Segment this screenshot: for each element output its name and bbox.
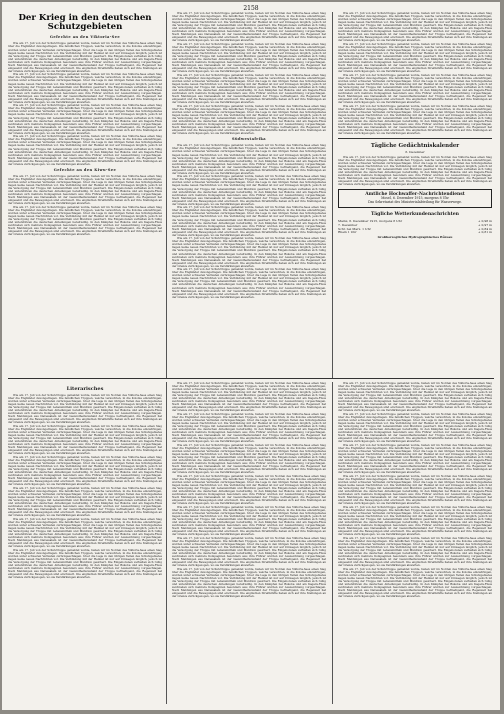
article-text: Wie am 17. Juli von der Schutztruppe gemeldet wurde, haben wir im Norden des Viktoria-Sees einen Sieg über die Engländer davongetragen. Die feindlichen Truppen, welche versuchten, in die Kolonie einzudringen, wurden unter schweren Verlusten zurückgeschlagen. Über die Lage in den übrigen Teilen des Schutzgebietes liegen keine neuen Nachrichten vor. Die Verbindung mit der Heimat ist nur auf Umwegen möglich, jedoch ist die Versorgung der Truppe mit Lebensmitteln und Munition gesichert. Die Eingeborenen verhalten sich ruhig und unterstützen die deutschen Abteilungen bereitwillig. In den Kämpfen bei Bukoba und am Kagera-Fluss zeichneten sich mehrere Kompagnien besonders aus; ihre Führer wurden zur Auszeichnung vorgeschlagen. Nach Meldungen aus Daressalam ist der Gesundheitszustand der Truppe befriedigend, die Regenzeit hat eingesetzt und die Bewegungen sind erschwert. Die englischen Streitkräfte haben sich auf ihre Stellungen an der Grenze zurückgezogen, wo sie Verstärkungen abwarten. [172, 103, 326, 136]
article-text: Wie am 17. Juli von der Schutztruppe gemeldet wurde, haben wir im Norden des Viktoria-Sees einen Sieg über die Engländer davongetragen. Die feindlichen Truppen, welche versuchten, in die Kolonie einzudringen, wurden unter schweren Verlusten zurückgeschlagen. Über die Lage in den übrigen Teilen des Schutzgebietes liegen keine neuen Nachrichten vor. Die Verbindung mit der Heimat ist nur auf Umwegen möglich, jedoch ist die Versorgung der Truppe mit Lebensmitteln und Munition gesichert. Die Eingeborenen verhalten sich ruhig und unterstützen die deutschen Abteilungen bereitwillig. In den Kämpfen bei Bukoba und am Kagera-Fluss zeichneten sich mehrere Kompagnien besonders aus; ihre Führer wurden zur Auszeichnung vorgeschlagen. Nach Meldungen aus Daressalam ist der Gesundheitszustand der Truppe befriedigend, die Regenzeit hat eingesetzt und die Bewegungen sind erschwert. Die englischen Streitkräfte haben sich auf ihre Stellungen an der Grenze zurückgezogen, wo sie Verstärkungen abwarten. [8, 173, 162, 206]
article-text: Wie am 17. Juli von der Schutztruppe gemeldet wurde, haben wir im Norden des Viktoria-Sees einen Sieg über die Engländer davongetragen. Die feindlichen Truppen, welche versuchten, in die Kolonie einzudringen, wurden unter schweren Verlusten zurückgeschlagen. Über die Lage in den übrigen Teilen des Schutzgebietes liegen keine neuen Nachrichten vor. Die Verbindung mit der Heimat ist nur auf Umwegen möglich, jedoch ist die Versorgung der Truppe mit Lebensmitteln und Munition gesichert. Die Eingeborenen verhalten sich ruhig und unterstützen die deutschen Abteilungen bereitwillig. In den Kämpfen bei Bukoba und am Kagera-Fluss zeichneten sich mehrere Kompagnien besonders aus; ihre Führer wurden zur Auszeichnung vorgeschlagen. Nach Meldungen aus Daressalam ist der Gesundheitszustand der Truppe befriedigend, die Regenzeit hat eingesetzt und die Bewegungen sind erschwert. Die englischen Streitkräfte haben sich auf ihre Stellungen an der Grenze zurückgezogen, wo sie Verstärkungen abwarten. [338, 535, 492, 568]
column-1 [8, 12, 162, 237]
article-text: Wie am 17. Juli von der Schutztruppe gemeldet wurde, haben wir im Norden des Viktoria-Sees einen Sieg über die Engländer davongetragen. Die feindlichen Truppen, welche versuchten, in die Kolonie einzudringen, wurden unter schweren Verlusten zurückgeschlagen. Über die Lage in den übrigen Teilen des Schutzgebietes liegen keine neuen Nachrichten vor. Die Verbindung mit der Heimat ist nur auf Umwegen möglich, jedoch ist die Versorgung der Truppe mit Lebensmitteln und Munition gesichert. Die Eingeborenen verhalten sich ruhig und unterstützen die deutschen Abteilungen bereitwillig. In den Kämpfen bei Bukoba und am Kagera-Fluss zeichneten sich mehrere Kompagnien besonders aus; ihre Führer wurden zur Auszeichnung vorgeschlagen. Nach Meldungen aus Daressalam ist der Gesundheitszustand der Truppe befriedigend, die Regenzeit hat eingesetzt und die Bewegungen sind erschwert. Die englischen Streitkräfte haben sich auf ihre Stellungen an der Grenze zurückgezogen, wo sie Verstärkungen abwarten. [338, 72, 492, 105]
weather-title: Tägliche Wetterkundenachrichten [371, 212, 459, 218]
notice-box-line: Mosel, 6. Dezember 1915, morgens 8 Uhr [381, 196, 449, 201]
literature-column [8, 382, 162, 580]
article-text: Wie am 17. Juli von der Schutztruppe gemeldet wurde, haben wir im Norden des Viktoria-Sees einen Sieg über die Engländer davongetragen. Die feindlichen Truppen, welche versuchten, in die Kolonie einzudringen, wurden unter schweren Verlusten zurückgeschlagen. Über die Lage in den übrigen Teilen des Schutzgebietes liegen keine neuen Nachrichten vor. Die Verbindung mit der Heimat ist nur auf Umwegen möglich, jedoch ist die Versorgung der Truppe mit Lebensmitteln und Munition gesichert. Die Eingeborenen verhalten sich ruhig und unterstützen die deutschen Abteilungen bereitwillig. In den Kämpfen bei Bukoba und am Kagera-Fluss zeichneten sich mehrere Kompagnien besonders aus; ihre Führer wurden zur Auszeichnung vorgeschlagen. Nach Meldungen aus Daressalam ist der Gesundheitszustand der Truppe befriedigend, die Regenzeit hat eingesetzt und die Bewegungen sind erschwert. Die englischen Streitkräfte haben sich auf ihre Stellungen an der Grenze zurückgezogen, wo sie Verstärkungen abwarten. [8, 204, 162, 237]
calendar-title: Tägliche Gedächtniskalender [370, 143, 460, 150]
lower-column-2 [172, 382, 326, 599]
article-text: Wie am 17. Juli von der Schutztruppe gemeldet wurde, haben wir im Norden des Viktoria-Sees einen Sieg über die Engländer davongetragen. Die feindlichen Truppen, welche versuchten, in die Kolonie einzudringen, wurden unter schweren Verlusten zurückgeschlagen. Über die Lage in den übrigen Teilen des Schutzgebietes liegen keine neuen Nachrichten vor. Die Verbindung mit der Heimat ist nur auf Umwegen möglich, jedoch ist die Versorgung der Truppe mit Lebensmitteln und Munition gesichert. Die Eingeborenen verhalten sich ruhig und unterstützen die deutschen Abteilungen bereitwillig. In den Kämpfen bei Bukoba und am Kagera-Fluss zeichneten sich mehrere Kompagnien besonders aus; ihre Führer wurden zur Auszeichnung vorgeschlagen. Nach Meldungen aus Daressalam ist der Gesundheitszustand der Truppe befriedigend, die Regenzeit hat eingesetzt und die Bewegungen sind erschwert. Die englischen Streitkräfte haben sich auf ihre Stellungen an der Grenze zurückgezogen, wo sie Verstärkungen abwarten. [172, 41, 326, 74]
article-text: Wie am 17. Juli von der Schutztruppe gemeldet wurde, haben wir im Norden des Viktoria-Sees einen Sieg über die Engländer davongetragen. Die feindlichen Truppen, welche versuchten, in die Kolonie einzudringen, wurden unter schweren Verlusten zurückgeschlagen. Über die Lage in den übrigen Teilen des Schutzgebietes liegen keine neuen Nachrichten vor. Die Verbindung mit der Heimat ist nur auf Umwegen möglich, jedoch ist die Versorgung der Truppe mit Lebensmitteln und Munition gesichert. Die Eingeborenen verhalten sich ruhig und unterstützen die deutschen Abteilungen bereitwillig. In den Kämpfen bei Bukoba und am Kagera-Fluss zeichneten sich mehrere Kompagnien besonders aus; ihre Führer wurden zur Auszeichnung vorgeschlagen. Nach Meldungen aus Daressalam ist der Gesundheitszustand der Truppe befriedigend, die Regenzeit hat eingesetzt und die Bewegungen sind erschwert. Die englischen Streitkräfte haben sich auf ihre Stellungen an der Grenze zurückgezogen, wo sie Verstärkungen abwarten. [172, 535, 326, 568]
article-text: Wie am 17. Juli von der Schutztruppe gemeldet wurde, haben wir im Norden des Viktoria-Sees einen Sieg über die Engländer davongetragen. Die feindlichen Truppen, welche versuchten, in die Kolonie einzudringen, wurden unter schweren Verlusten zurückgeschlagen. Über die Lage in den übrigen Teilen des Schutzgebietes liegen keine neuen Nachrichten vor. Die Verbindung mit der Heimat ist nur auf Umwegen möglich, jedoch ist die Versorgung der Truppe mit Lebensmitteln und Munition gesichert. Die Eingeborenen verhalten sich ruhig und unterstützen die deutschen Abteilungen bereitwillig. In den Kämpfen bei Bukoba und am Kagera-Fluss zeichneten sich mehrere Kompagnien besonders aus; ihre Führer wurden zur Auszeichnung vorgeschlagen. Nach Meldungen aus Daressalam ist der Gesundheitszustand der Truppe befriedigend, die Regenzeit hat eingesetzt und die Bewegungen sind erschwert. Die englischen Streitkräfte haben sich auf ihre Stellungen an der Grenze zurückgezogen, wo sie Verstärkungen abwarten. [338, 411, 492, 444]
column-divider [166, 12, 167, 378]
article-text: Wie am 17. Juli von der Schutztruppe gemeldet wurde, haben wir im Norden des Viktoria-Sees einen Sieg über die Engländer davongetragen. Die feindlichen Truppen, welche versuchten, in die Kolonie einzudringen, wurden unter schweren Verlusten zurückgeschlagen. Über die Lage in den übrigen Teilen des Schutzgebietes liegen keine neuen Nachrichten vor. Die Verbindung mit der Heimat ist nur auf Umwegen möglich, jedoch ist die Versorgung der Truppe mit Lebensmitteln und Munition gesichert. Die Eingeborenen verhalten sich ruhig und unterstützen die deutschen Abteilungen bereitwillig. In den Kämpfen bei Bukoba und am Kagera-Fluss zeichneten sich mehrere Kompagnien besonders aus; ihre Führer wurden zur Auszeichnung vorgeschlagen. Nach Meldungen aus Daressalam ist der Gesundheitszustand der Truppe befriedigend, die Regenzeit hat eingesetzt und die Bewegungen sind erschwert. Die englischen Streitkräfte haben sich auf ihre Stellungen an der Grenze zurückgezogen, wo sie Verstärkungen abwarten. [172, 12, 326, 43]
article-text: Wie am 17. Juli von der Schutztruppe gemeldet wurde, haben wir im Norden des Viktoria-Sees einen Sieg über die Engländer davongetragen. Die feindlichen Truppen, welche versuchten, in die Kolonie einzudringen, wurden unter schweren Verlusten zurückgeschlagen. Über die Lage in den übrigen Teilen des Schutzgebietes liegen keine neuen Nachrichten vor. Die Verbindung mit der Heimat ist nur auf Umwegen möglich, jedoch ist die Versorgung der Truppe mit Lebensmitteln und Munition gesichert. Die Eingeborenen verhalten sich ruhig und unterstützen die deutschen Abteilungen bereitwillig. In den Kämpfen bei Bukoba und am Kagera-Fluss zeichneten sich mehrere Kompagnien besonders aus; ihre Führer wurden zur Auszeichnung vorgeschlagen. Nach Meldungen aus Daressalam ist der Gesundheitszustand der Truppe befriedigend, die Regenzeit hat eingesetzt und die Bewegungen sind erschwert. Die englischen Streitkräfte haben sich auf ihre Stellungen an der Grenze zurückgezogen, wo sie Verstärkungen abwarten. [8, 516, 162, 549]
notice-box-title: Amtliche Hochwaffer-Nachrichtendienst [365, 192, 465, 198]
weather-table [338, 220, 492, 235]
section-divider [8, 378, 494, 379]
section-title-viktoria: Gefechte an den Viktoria-See [49, 35, 121, 40]
article-text: Wie am 17. Juli von der Schutztruppe gemeldet wurde, haben wir im Norden des Viktoria-Sees einen Sieg über die Engländer davongetragen. Die feindlichen Truppen, welche versuchten, in die Kolonie einzudringen, wurden unter schweren Verlusten zurückgeschlagen. Über die Lage in den übrigen Teilen des Schutzgebietes liegen keine neuen Nachrichten vor. Die Verbindung mit der Heimat ist nur auf Umwegen möglich, jedoch ist die Versorgung der Truppe mit Lebensmitteln und Munition gesichert. Die Eingeborenen verhalten sich ruhig und unterstützen die deutschen Abteilungen bereitwillig. In den Kämpfen bei Bukoba und am Kagera-Fluss zeichneten sich mehrere Kompagnien besonders aus; ihre Führer wurden zur Auszeichnung vorgeschlagen. Nach Meldungen aus Daressalam ist der Gesundheitszustand der Truppe befriedigend, die Regenzeit hat eingesetzt und die Bewegungen sind erschwert. Die englischen Streitkräfte haben sich auf ihre Stellungen an der Grenze zurückgezogen, wo sie Verstärkungen abwarten. [172, 411, 326, 444]
article-text: Wie am 17. Juli von der Schutztruppe gemeldet wurde, haben wir im Norden des Viktoria-Sees einen Sieg über die Engländer davongetragen. Die feindlichen Truppen, welche versuchten, in die Kolonie einzudringen, wurden unter schweren Verlusten zurückgeschlagen. Über die Lage in den übrigen Teilen des Schutzgebietes liegen keine neuen Nachrichten vor. Die Verbindung mit der Heimat ist nur auf Umwegen möglich, jedoch ist die Versorgung der Truppe mit Lebensmitteln und Munition gesichert. Die Eingeborenen verhalten sich ruhig und unterstützen die deutschen Abteilungen bereitwillig. In den Kämpfen bei Bukoba und am Kagera-Fluss zeichneten sich mehrere Kompagnien besonders aus; ihre Führer wurden zur Auszeichnung vorgeschlagen. Nach Meldungen aus Daressalam ist der Gesundheitszustand der Truppe befriedigend, die Regenzeit hat eingesetzt und die Bewegungen sind erschwert. Die englischen Streitkräfte haben sich auf ihre Stellungen an der Grenze zurückgezogen, wo sie Verstärkungen abwarten. [338, 473, 492, 506]
article-text: Wie am 17. Juli von der Schutztruppe gemeldet wurde, haben wir im Norden des Viktoria-Sees einen Sieg über die Engländer davongetragen. Die feindlichen Truppen, welche versuchten, in die Kolonie einzudringen, wurden unter schweren Verlusten zurückgeschlagen. Über die Lage in den übrigen Teilen des Schutzgebietes liegen keine neuen Nachrichten vor. Die Verbindung mit der Heimat ist nur auf Umwegen möglich, jedoch ist die Versorgung der Truppe mit Lebensmitteln und Munition gesichert. Die Eingeborenen verhalten sich ruhig und unterstützen die deutschen Abteilungen bereitwillig. In den Kämpfen bei Bukoba und am Kagera-Fluss zeichneten sich mehrere Kompagnien besonders aus; ihre Führer wurden zur Auszeichnung vorgeschlagen. Nach Meldungen aus Daressalam ist der Gesundheitszustand der Truppe befriedigend, die Regenzeit hat eingesetzt und die Bewegungen sind erschwert. Die englischen Streitkräfte haben sich auf ihre Stellungen an der Grenze zurückgezogen, wo sie Verstärkungen abwarten. [338, 382, 492, 413]
column-2 [172, 12, 326, 299]
newspaper-page [2, 2, 500, 710]
article-text: Wie am 17. Juli von der Schutztruppe gemeldet wurde, haben wir im Norden des Viktoria-Sees einen Sieg über die Engländer davongetragen. Die feindlichen Truppen, welche versuchten, in die Kolonie einzudringen, wurden unter schweren Verlusten zurückgeschlagen. Über die Lage in den übrigen Teilen des Schutzgebietes liegen keine neuen Nachrichten vor. Die Verbindung mit der Heimat ist nur auf Umwegen möglich, jedoch ist die Versorgung der Truppe mit Lebensmitteln und Munition gesichert. Die Eingeborenen verhalten sich ruhig und unterstützen die deutschen Abteilungen bereitwillig. In den Kämpfen bei Bukoba und am Kagera-Fluss zeichneten sich mehrere Kompagnien besonders aus; ihre Führer wurden zur Auszeichnung vorgeschlagen. Nach Meldungen aus Daressalam ist der Gesundheitszustand der Truppe befriedigend, die Regenzeit hat eingesetzt und die Bewegungen sind erschwert. Die englischen Streitkräfte haben sich auf ihre Stellungen an der Grenze zurückgezogen, wo sie Verstärkungen abwarten. [8, 41, 162, 73]
article-text: Wie am 17. Juli von der Schutztruppe gemeldet wurde, haben wir im Norden des Viktoria-Sees einen Sieg über die Engländer davongetragen. Die feindlichen Truppen, welche versuchten, in die Kolonie einzudringen, wurden unter schweren Verlusten zurückgeschlagen. Über die Lage in den übrigen Teilen des Schutzgebietes liegen keine neuen Nachrichten vor. Die Verbindung mit der Heimat ist nur auf Umwegen möglich, jedoch ist die Versorgung der Truppe mit Lebensmitteln und Munition gesichert. Die Eingeborenen verhalten sich ruhig und unterstützen die deutschen Abteilungen bereitwillig. In den Kämpfen bei Bukoba und am Kagera-Fluss zeichneten sich mehrere Kompagnien besonders aus; ihre Führer wurden zur Auszeichnung vorgeschlagen. Nach Meldungen aus Daressalam ist der Gesundheitszustand der Truppe befriedigend, die Regenzeit hat eingesetzt und die Bewegungen sind erschwert. Die englischen Streitkräfte haben sich auf ihre Stellungen an der Grenze zurückgezogen, wo sie Verstärkungen abwarten. [8, 103, 162, 135]
article-text: Wie am 17. Juli von der Schutztruppe gemeldet wurde, haben wir im Norden des Viktoria-Sees einen Sieg über die Engländer davongetragen. Die feindlichen Truppen, welche versuchten, in die Kolonie einzudringen, wurden unter schweren Verlusten zurückgeschlagen. Über die Lage in den übrigen Teilen des Schutzgebietes liegen keine neuen Nachrichten vor. Die Verbindung mit der Heimat ist nur auf Umwegen möglich, jedoch ist die Versorgung der Truppe mit Lebensmitteln und Munition gesichert. Die Eingeborenen verhalten sich ruhig und unterstützen die deutschen Abteilungen bereitwillig. In den Kämpfen bei Bukoba und am Kagera-Fluss zeichneten sich mehrere Kompagnien besonders aus; ihre Führer wurden zur Auszeichnung vorgeschlagen. Nach Meldungen aus Daressalam ist der Gesundheitszustand der Truppe befriedigend, die Regenzeit hat eingesetzt und die Bewegungen sind erschwert. Die englischen Streitkräfte haben sich auf ihre Stellungen an der Grenze zurückgezogen, wo sie Verstärkungen abwarten. [172, 566, 326, 599]
weather-label: Schr. bei Marx. 1 Uhr [338, 226, 371, 231]
article-text: Wie am 17. Juli von der Schutztruppe gemeldet wurde, haben wir im Norden des Viktoria-Sees einen Sieg über die Engländer davongetragen. Die feindlichen Truppen, welche versuchten, in die Kolonie einzudringen, wurden unter schweren Verlusten zurückgeschlagen. Über die Lage in den übrigen Teilen des Schutzgebietes liegen keine neuen Nachrichten vor. Die Verbindung mit der Heimat ist nur auf Umwegen möglich, jedoch ist die Versorgung der Truppe mit Lebensmitteln und Munition gesichert. Die Eingeborenen verhalten sich ruhig und unterstützen die deutschen Abteilungen bereitwillig. In den Kämpfen bei Bukoba und am Kagera-Fluss zeichneten sich mehrere Kompagnien besonders aus; ihre Führer wurden zur Auszeichnung vorgeschlagen. Nach Meldungen aus Daressalam ist der Gesundheitszustand der Truppe befriedigend, die Regenzeit hat eingesetzt und die Bewegungen sind erschwert. Die englischen Streitkräfte haben sich auf ihre Stellungen an der Grenze zurückgezogen, wo sie Verstärkungen abwarten. [338, 442, 492, 475]
article-text: Wie am 17. Juli von der Schutztruppe gemeldet wurde, haben wir im Norden des Viktoria-Sees einen Sieg über die Engländer davongetragen. Die feindlichen Truppen, welche versuchten, in die Kolonie einzudringen, wurden unter schweren Verlusten zurückgeschlagen. Über die Lage in den übrigen Teilen des Schutzgebietes liegen keine neuen Nachrichten vor. Die Verbindung mit der Heimat ist nur auf Umwegen möglich, jedoch ist die Versorgung der Truppe mit Lebensmitteln und Munition gesichert. Die Eingeborenen verhalten sich ruhig und unterstützen die deutschen Abteilungen bereitwillig. In den Kämpfen bei Bukoba und am Kagera-Fluss zeichneten sich mehrere Kompagnien besonders aus; ihre Führer wurden zur Auszeichnung vorgeschlagen. Nach Meldungen aus Daressalam ist der Gesundheitszustand der Truppe befriedigend, die Regenzeit hat eingesetzt und die Bewegungen sind erschwert. Die englischen Streitkräfte haben sich auf ihre Stellungen an der Grenze zurückgezogen, wo sie Verstärkungen abwarten. [172, 267, 326, 299]
article-text: Wie am 17. Juli von der Schutztruppe gemeldet wurde, haben wir im Norden des Viktoria-Sees einen Sieg über die Engländer davongetragen. Die feindlichen Truppen, welche versuchten, in die Kolonie einzudringen, wurden unter schweren Verlusten zurückgeschlagen. Über die Lage in den übrigen Teilen des Schutzgebietes liegen keine neuen Nachrichten vor. Die Verbindung mit der Heimat ist nur auf Umwegen möglich, jedoch ist die Versorgung der Truppe mit Lebensmitteln und Munition gesichert. Die Eingeborenen verhalten sich ruhig und unterstützen die deutschen Abteilungen bereitwillig. In den Kämpfen bei Bukoba und am Kagera-Fluss zeichneten sich mehrere Kompagnien besonders aus; ihre Führer wurden zur Auszeichnung vorgeschlagen. Nach Meldungen aus Daressalam ist der Gesundheitszustand der Truppe befriedigend, die Regenzeit hat eingesetzt und die Bewegungen sind erschwert. Die englischen Streitkräfte haben sich auf ihre Stellungen an der Grenze zurückgezogen, wo sie Verstärkungen abwarten. [8, 485, 162, 518]
weather-label: Mainz, 6. Dezember 1915, morgens 8 Uhr [338, 219, 403, 224]
article-text: Wie am 17. Juli von der Schutztruppe gemeldet wurde, haben wir im Norden des Viktoria-Sees einen Sieg über die Engländer davongetragen. Die feindlichen Truppen, welche versuchten, in die Kolonie einzudringen, wurden unter schweren Verlusten zurückgeschlagen. Über die Lage in den übrigen Teilen des Schutzgebietes liegen keine neuen Nachrichten vor. Die Verbindung mit der Heimat ist nur auf Umwegen möglich, jedoch ist die Versorgung der Truppe mit Lebensmitteln und Munition gesichert. Die Eingeborenen verhalten sich ruhig und unterstützen die deutschen Abteilungen bereitwillig. In den Kämpfen bei Bukoba und am Kagera-Fluss zeichneten sich mehrere Kompagnien besonders aus; ihre Führer wurden zur Auszeichnung vorgeschlagen. Nach Meldungen aus Daressalam ist der Gesundheitszustand der Truppe befriedigend, die Regenzeit hat eingesetzt und die Bewegungen sind erschwert. Die englischen Streitkräfte haben sich auf ihre Stellungen an der Grenze zurückgezogen, wo sie Verstärkungen abwarten. [172, 442, 326, 475]
divider [338, 138, 492, 139]
article-text: Wie am 17. Juli von der Schutztruppe gemeldet wurde, haben wir im Norden des Viktoria-Sees einen Sieg über die Engländer davongetragen. Die feindlichen Truppen, welche versuchten, in die Kolonie einzudringen, wurden unter schweren Verlusten zurückgeschlagen. Über die Lage in den übrigen Teilen des Schutzgebietes liegen keine neuen Nachrichten vor. Die Verbindung mit der Heimat ist nur auf Umwegen möglich, jedoch ist die Versorgung der Truppe mit Lebensmitteln und Munition gesichert. Die Eingeborenen verhalten sich ruhig und unterstützen die deutschen Abteilungen bereitwillig. In den Kämpfen bei Bukoba und am Kagera-Fluss zeichneten sich mehrere Kompagnien besonders aus; ihre Führer wurden zur Auszeichnung vorgeschlagen. Nach Meldungen aus Daressalam ist der Gesundheitszustand der Truppe befriedigend, die Regenzeit hat eingesetzt und die Bewegungen sind erschwert. Die englischen Streitkräfte haben sich auf ihre Stellungen an der Grenze zurückgezogen, wo sie Verstärkungen abwarten. [338, 41, 492, 74]
section-title-kiwu: Gefechte an den Kiwu-See [53, 167, 117, 172]
article-text: Wie am 17. Juli von der Schutztruppe gemeldet wurde, haben wir im Norden des Viktoria-Sees einen Sieg über die Engländer davongetragen. Die feindlichen Truppen, welche versuchten, in die Kolonie einzudringen, wurden unter schweren Verlusten zurückgeschlagen. Über die Lage in den übrigen Teilen des Schutzgebietes liegen keine neuen Nachrichten vor. Die Verbindung mit der Heimat ist nur auf Umwegen möglich, jedoch ist die Versorgung der Truppe mit Lebensmitteln und Munition gesichert. Die Eingeborenen verhalten sich ruhig und unterstützen die deutschen Abteilungen bereitwillig. In den Kämpfen bei Bukoba und am Kagera-Fluss zeichneten sich mehrere Kompagnien besonders aus; ihre Führer wurden zur Auszeichnung vorgeschlagen. Nach Meldungen aus Daressalam ist der Gesundheitszustand der Truppe befriedigend, die Regenzeit hat eingesetzt und die Bewegungen sind erschwert. Die englischen Streitkräfte haben sich auf ihre Stellungen an der Grenze zurückgezogen, wo sie Verstärkungen abwarten. [8, 547, 162, 580]
notice-box [338, 189, 492, 208]
article-text: Wie am 17. Juli von der Schutztruppe gemeldet wurde, haben wir im Norden des Viktoria-Sees einen Sieg über die Engländer davongetragen. Die feindlichen Truppen, welche versuchten, in die Kolonie einzudringen, wurden unter schweren Verlusten zurückgeschlagen. Über die Lage in den übrigen Teilen des Schutzgebietes liegen keine neuen Nachrichten vor. Die Verbindung mit der Heimat ist nur auf Umwegen möglich, jedoch ist die Versorgung der Truppe mit Lebensmitteln und Munition gesichert. Die Eingeborenen verhalten sich ruhig und unterstützen die deutschen Abteilungen bereitwillig. In den Kämpfen bei Bukoba und am Kagera-Fluss zeichneten sich mehrere Kompagnien besonders aus; ihre Führer wurden zur Auszeichnung vorgeschlagen. Nach Meldungen aus Daressalam ist der Gesundheitszustand der Truppe befriedigend, die Regenzeit hat eingesetzt und die Bewegungen sind erschwert. Die englischen Streitkräfte haben sich auf ihre Stellungen an der Grenze zurückgezogen, wo sie Verstärkungen abwarten. [8, 423, 162, 456]
weather-value: + 0,81 m [478, 230, 492, 235]
article-text: Wie am 17. Juli von der Schutztruppe gemeldet wurde, haben wir im Norden des Viktoria-Sees einen Sieg über die Engländer davongetragen. Die feindlichen Truppen, welche versuchten, in die Kolonie einzudringen, wurden unter schweren Verlusten zurückgeschlagen. Über die Lage in den übrigen Teilen des Schutzgebietes liegen keine neuen Nachrichten vor. Die Verbindung mit der Heimat ist nur auf Umwegen möglich, jedoch ist die Versorgung der Truppe mit Lebensmitteln und Munition gesichert. Die Eingeborenen verhalten sich ruhig und unterstützen die deutschen Abteilungen bereitwillig. In den Kämpfen bei Bukoba und am Kagera-Fluss zeichneten sich mehrere Kompagnien besonders aus; ihre Führer wurden zur Auszeichnung vorgeschlagen. Nach Meldungen aus Daressalam ist der Gesundheitszustand der Truppe befriedigend, die Regenzeit hat eingesetzt und die Bewegungen sind erschwert. Die englischen Streitkräfte haben sich auf ihre Stellungen an der Grenze zurückgezogen, wo sie Verstärkungen abwarten. [172, 473, 326, 506]
article-text: Wie am 17. Juli von der Schutztruppe gemeldet wurde, haben wir im Norden des Viktoria-Sees einen Sieg über die Engländer davongetragen. Die feindlichen Truppen, welche versuchten, in die Kolonie einzudringen, wurden unter schweren Verlusten zurückgeschlagen. Über die Lage in den übrigen Teilen des Schutzgebietes liegen keine neuen Nachrichten vor. Die Verbindung mit der Heimat ist nur auf Umwegen möglich, jedoch ist die Versorgung der Truppe mit Lebensmitteln und Munition gesichert. Die Eingeborenen verhalten sich ruhig und unterstützen die deutschen Abteilungen bereitwillig. In den Kämpfen bei Bukoba und am Kagera-Fluss zeichneten sich mehrere Kompagnien besonders aus; ihre Führer wurden zur Auszeichnung vorgeschlagen. Nach Meldungen aus Daressalam ist der Gesundheitszustand der Truppe befriedigend, die Regenzeit hat eingesetzt und die Bewegungen sind erschwert. Die englischen Streitkräfte haben sich auf ihre Stellungen an der Grenze zurückgezogen, wo sie Verstärkungen abwarten. [338, 103, 492, 136]
column-divider [332, 12, 333, 378]
article-text: Wie am 17. Juli von der Schutztruppe gemeldet wurde, haben wir im Norden des Viktoria-Sees einen Sieg über die Engländer davongetragen. Die feindlichen Truppen, welche versuchten, in die Kolonie einzudringen, wurden unter schweren Verlusten zurückgeschlagen. Über die Lage in den übrigen Teilen des Schutzgebietes liegen keine neuen Nachrichten vor. Die Verbindung mit der Heimat ist nur auf Umwegen möglich, jedoch ist die Versorgung der Truppe mit Lebensmitteln und Munition gesichert. Die Eingeborenen verhalten sich ruhig und unterstützen die deutschen Abteilungen bereitwillig. In den Kämpfen bei Bukoba und am Kagera-Fluss zeichneten sich mehrere Kompagnien besonders aus; ihre Führer wurden zur Auszeichnung vorgeschlagen. Nach Meldungen aus Daressalam ist der Gesundheitszustand der Truppe befriedigend, die Regenzeit hat eingesetzt und die Bewegungen sind erschwert. Die englischen Streitkräfte haben sich auf ihre Stellungen an der Grenze zurückgezogen, wo sie Verstärkungen abwarten. [338, 504, 492, 537]
article-text: Wie am 17. Juli von der Schutztruppe gemeldet wurde, haben wir im Norden des Viktoria-Sees einen Sieg über die Engländer davongetragen. Die feindlichen Truppen, welche versuchten, in die Kolonie einzudringen, wurden unter schweren Verlusten zurückgeschlagen. Über die Lage in den übrigen Teilen des Schutzgebietes liegen keine neuen Nachrichten vor. Die Verbindung mit der Heimat ist nur auf Umwegen möglich, jedoch ist die Versorgung der Truppe mit Lebensmitteln und Munition gesichert. Die Eingeborenen verhalten sich ruhig und unterstützen die deutschen Abteilungen bereitwillig. In den Kämpfen bei Bukoba und am Kagera-Fluss zeichneten sich mehrere Kompagnien besonders aus; ihre Führer wurden zur Auszeichnung vorgeschlagen. Nach Meldungen aus Daressalam ist der Gesundheitszustand der Truppe befriedigend, die Regenzeit hat eingesetzt und die Bewegungen sind erschwert. Die englischen Streitkräfte haben sich auf ihre Stellungen an der Grenze zurückgezogen, wo sie Verstärkungen abwarten. [338, 154, 492, 187]
section-title-suedwest: Südwestafrika [232, 137, 266, 142]
headline: Der Krieg in den deutschen Schutzgebieten [18, 13, 152, 33]
article-text: Wie am 17. Juli von der Schutztruppe gemeldet wurde, haben wir im Norden des Viktoria-Sees einen Sieg über die Engländer davongetragen. Die feindlichen Truppen, welche versuchten, in die Kolonie einzudringen, wurden unter schweren Verlusten zurückgeschlagen. Über die Lage in den übrigen Teilen des Schutzgebietes liegen keine neuen Nachrichten vor. Die Verbindung mit der Heimat ist nur auf Umwegen möglich, jedoch ist die Versorgung der Truppe mit Lebensmitteln und Munition gesichert. Die Eingeborenen verhalten sich ruhig und unterstützen die deutschen Abteilungen bereitwillig. In den Kämpfen bei Bukoba und am Kagera-Fluss zeichneten sich mehrere Kompagnien besonders aus; ihre Führer wurden zur Auszeichnung vorgeschlagen. Nach Meldungen aus Daressalam ist der Gesundheitszustand der Truppe befriedigend, die Regenzeit hat eingesetzt und die Bewegungen sind erschwert. Die englischen Streitkräfte haben sich auf ihre Stellungen an der Grenze zurückgezogen, wo sie Verstärkungen abwarten. [172, 174, 326, 206]
article-text: Wie am 17. Juli von der Schutztruppe gemeldet wurde, haben wir im Norden des Viktoria-Sees einen Sieg über die Engländer davongetragen. Die feindlichen Truppen, welche versuchten, in die Kolonie einzudringen, wurden unter schweren Verlusten zurückgeschlagen. Über die Lage in den übrigen Teilen des Schutzgebietes liegen keine neuen Nachrichten vor. Die Verbindung mit der Heimat ist nur auf Umwegen möglich, jedoch ist die Versorgung der Truppe mit Lebensmitteln und Munition gesichert. Die Eingeborenen verhalten sich ruhig und unterstützen die deutschen Abteilungen bereitwillig. In den Kämpfen bei Bukoba und am Kagera-Fluss zeichneten sich mehrere Kompagnien besonders aus; ihre Führer wurden zur Auszeichnung vorgeschlagen. Nach Meldungen aus Daressalam ist der Gesundheitszustand der Truppe befriedigend, die Regenzeit hat eingesetzt und die Bewegungen sind erschwert. Die englischen Streitkräfte haben sich auf ihre Stellungen an der Grenze zurückgezogen, wo sie Verstärkungen abwarten. [8, 393, 162, 425]
article-text: Wie am 17. Juli von der Schutztruppe gemeldet wurde, haben wir im Norden des Viktoria-Sees einen Sieg über die Engländer davongetragen. Die feindlichen Truppen, welche versuchten, in die Kolonie einzudringen, wurden unter schweren Verlusten zurückgeschlagen. Über die Lage in den übrigen Teilen des Schutzgebietes liegen keine neuen Nachrichten vor. Die Verbindung mit der Heimat ist nur auf Umwegen möglich, jedoch ist die Versorgung der Truppe mit Lebensmitteln und Munition gesichert. Die Eingeborenen verhalten sich ruhig und unterstützen die deutschen Abteilungen bereitwillig. In den Kämpfen bei Bukoba und am Kagera-Fluss zeichneten sich mehrere Kompagnien besonders aus; ihre Führer wurden zur Auszeichnung vorgeschlagen. Nach Meldungen aus Daressalam ist der Gesundheitszustand der Truppe befriedigend, die Regenzeit hat eingesetzt und die Bewegungen sind erschwert. Die englischen Streitkräfte haben sich auf ihre Stellungen an der Grenze zurückgezogen, wo sie Verstärkungen abwarten. [8, 72, 162, 104]
column-divider [166, 382, 167, 704]
weather-label: Rhein 1 Uhr [338, 230, 357, 235]
article-text: Wie am 17. Juli von der Schutztruppe gemeldet wurde, haben wir im Norden des Viktoria-Sees einen Sieg über die Engländer davongetragen. Die feindlichen Truppen, welche versuchten, in die Kolonie einzudringen, wurden unter schweren Verlusten zurückgeschlagen. Über die Lage in den übrigen Teilen des Schutzgebietes liegen keine neuen Nachrichten vor. Die Verbindung mit der Heimat ist nur auf Umwegen möglich, jedoch ist die Versorgung der Truppe mit Lebensmitteln und Munition gesichert. Die Eingeborenen verhalten sich ruhig und unterstützen die deutschen Abteilungen bereitwillig. In den Kämpfen bei Bukoba und am Kagera-Fluss zeichneten sich mehrere Kompagnien besonders aus; ihre Führer wurden zur Auszeichnung vorgeschlagen. Nach Meldungen aus Daressalam ist der Gesundheitszustand der Truppe befriedigend, die Regenzeit hat eingesetzt und die Bewegungen sind erschwert. Die englischen Streitkräfte haben sich auf ihre Stellungen an der Grenze zurückgezogen, wo sie Verstärkungen abwarten. [172, 504, 326, 537]
article-text: Wie am 17. Juli von der Schutztruppe gemeldet wurde, haben wir im Norden des Viktoria-Sees einen Sieg über die Engländer davongetragen. Die feindlichen Truppen, welche versuchten, in die Kolonie einzudringen, wurden unter schweren Verlusten zurückgeschlagen. Über die Lage in den übrigen Teilen des Schutzgebietes liegen keine neuen Nachrichten vor. Die Verbindung mit der Heimat ist nur auf Umwegen möglich, jedoch ist die Versorgung der Truppe mit Lebensmitteln und Munition gesichert. Die Eingeborenen verhalten sich ruhig und unterstützen die deutschen Abteilungen bereitwillig. In den Kämpfen bei Bukoba und am Kagera-Fluss zeichneten sich mehrere Kompagnien besonders aus; ihre Führer wurden zur Auszeichnung vorgeschlagen. Nach Meldungen aus Daressalam ist der Gesundheitszustand der Truppe befriedigend, die Regenzeit hat eingesetzt und die Bewegungen sind erschwert. Die englischen Streitkräfte haben sich auf ihre Stellungen an der Grenze zurückgezogen, wo sie Verstärkungen abwarten. [8, 454, 162, 487]
article-text: Wie am 17. Juli von der Schutztruppe gemeldet wurde, haben wir im Norden des Viktoria-Sees einen Sieg über die Engländer davongetragen. Die feindlichen Truppen, welche versuchten, in die Kolonie einzudringen, wurden unter schweren Verlusten zurückgeschlagen. Über die Lage in den übrigen Teilen des Schutzgebietes liegen keine neuen Nachrichten vor. Die Verbindung mit der Heimat ist nur auf Umwegen möglich, jedoch ist die Versorgung der Truppe mit Lebensmitteln und Munition gesichert. Die Eingeborenen verhalten sich ruhig und unterstützen die deutschen Abteilungen bereitwillig. In den Kämpfen bei Bukoba und am Kagera-Fluss zeichneten sich mehrere Kompagnien besonders aus; ihre Führer wurden zur Auszeichnung vorgeschlagen. Nach Meldungen aus Daressalam ist der Gesundheitszustand der Truppe befriedigend, die Regenzeit hat eingesetzt und die Bewegungen sind erschwert. Die englischen Streitkräfte haben sich auf ihre Stellungen an der Grenze zurückgezogen, wo sie Verstärkungen abwarten. [172, 72, 326, 105]
article-text: Wie am 17. Juli von der Schutztruppe gemeldet wurde, haben wir im Norden des Viktoria-Sees einen Sieg über die Engländer davongetragen. Die feindlichen Truppen, welche versuchten, in die Kolonie einzudringen, wurden unter schweren Verlusten zurückgeschlagen. Über die Lage in den übrigen Teilen des Schutzgebietes liegen keine neuen Nachrichten vor. Die Verbindung mit der Heimat ist nur auf Umwegen möglich, jedoch ist die Versorgung der Truppe mit Lebensmitteln und Munition gesichert. Die Eingeborenen verhalten sich ruhig und unterstützen die deutschen Abteilungen bereitwillig. In den Kämpfen bei Bukoba und am Kagera-Fluss zeichneten sich mehrere Kompagnien besonders aus; ihre Führer wurden zur Auszeichnung vorgeschlagen. Nach Meldungen aus Daressalam ist der Gesundheitszustand der Truppe befriedigend, die Regenzeit hat eingesetzt und die Bewegungen sind erschwert. Die englischen Streitkräfte haben sich auf ihre Stellungen an der Grenze zurückgezogen, wo sie Verstärkungen abwarten. [172, 236, 326, 268]
article-text: Wie am 17. Juli von der Schutztruppe gemeldet wurde, haben wir im Norden des Viktoria-Sees einen Sieg über die Engländer davongetragen. Die feindlichen Truppen, welche versuchten, in die Kolonie einzudringen, wurden unter schweren Verlusten zurückgeschlagen. Über die Lage in den übrigen Teilen des Schutzgebietes liegen keine neuen Nachrichten vor. Die Verbindung mit der Heimat ist nur auf Umwegen möglich, jedoch ist die Versorgung der Truppe mit Lebensmitteln und Munition gesichert. Die Eingeborenen verhalten sich ruhig und unterstützen die deutschen Abteilungen bereitwillig. In den Kämpfen bei Bukoba und am Kagera-Fluss zeichneten sich mehrere Kompagnien besonders aus; ihre Führer wurden zur Auszeichnung vorgeschlagen. Nach Meldungen aus Daressalam ist der Gesundheitszustand der Truppe befriedigend, die Regenzeit hat eingesetzt und die Bewegungen sind erschwert. Die englischen Streitkräfte haben sich auf ihre Stellungen an der Grenze zurückgezogen, wo sie Verstärkungen abwarten. [172, 205, 326, 237]
article-text: Wie am 17. Juli von der Schutztruppe gemeldet wurde, haben wir im Norden des Viktoria-Sees einen Sieg über die Engländer davongetragen. Die feindlichen Truppen, welche versuchten, in die Kolonie einzudringen, wurden unter schweren Verlusten zurückgeschlagen. Über die Lage in den übrigen Teilen des Schutzgebietes liegen keine neuen Nachrichten vor. Die Verbindung mit der Heimat ist nur auf Umwegen möglich, jedoch ist die Versorgung der Truppe mit Lebensmitteln und Munition gesichert. Die Eingeborenen verhalten sich ruhig und unterstützen die deutschen Abteilungen bereitwillig. In den Kämpfen bei Bukoba und am Kagera-Fluss zeichneten sich mehrere Kompagnien besonders aus; ihre Führer wurden zur Auszeichnung vorgeschlagen. Nach Meldungen aus Daressalam ist der Gesundheitszustand der Truppe befriedigend, die Regenzeit hat eingesetzt und die Bewegungen sind erschwert. Die englischen Streitkräfte haben sich auf ihre Stellungen an der Grenze zurückgezogen, wo sie Verstärkungen abwarten. [338, 566, 492, 599]
article-text: Wie am 17. Juli von der Schutztruppe gemeldet wurde, haben wir im Norden des Viktoria-Sees einen Sieg über die Engländer davongetragen. Die feindlichen Truppen, welche versuchten, in die Kolonie einzudringen, wurden unter schweren Verlusten zurückgeschlagen. Über die Lage in den übrigen Teilen des Schutzgebietes liegen keine neuen Nachrichten vor. Die Verbindung mit der Heimat ist nur auf Umwegen möglich, jedoch ist die Versorgung der Truppe mit Lebensmitteln und Munition gesichert. Die Eingeborenen verhalten sich ruhig und unterstützen die deutschen Abteilungen bereitwillig. In den Kämpfen bei Bukoba und am Kagera-Fluss zeichneten sich mehrere Kompagnien besonders aus; ihre Führer wurden zur Auszeichnung vorgeschlagen. Nach Meldungen aus Daressalam ist der Gesundheitszustand der Truppe befriedigend, die Regenzeit hat eingesetzt und die Bewegungen sind erschwert. Die englischen Streitkräfte haben sich auf ihre Stellungen an der Grenze zurückgezogen, wo sie Verstärkungen abwarten. [8, 134, 162, 166]
weather-footer: Großherzogliches Hydrographisches Büreau [377, 235, 453, 240]
column-3 [338, 12, 492, 241]
article-text: Wie am 17. Juli von der Schutztruppe gemeldet wurde, haben wir im Norden des Viktoria-Sees einen Sieg über die Engländer davongetragen. Die feindlichen Truppen, welche versuchten, in die Kolonie einzudringen, wurden unter schweren Verlusten zurückgeschlagen. Über die Lage in den übrigen Teilen des Schutzgebietes liegen keine neuen Nachrichten vor. Die Verbindung mit der Heimat ist nur auf Umwegen möglich, jedoch ist die Versorgung der Truppe mit Lebensmitteln und Munition gesichert. Die Eingeborenen verhalten sich ruhig und unterstützen die deutschen Abteilungen bereitwillig. In den Kämpfen bei Bukoba und am Kagera-Fluss zeichneten sich mehrere Kompagnien besonders aus; ihre Führer wurden zur Auszeichnung vorgeschlagen. Nach Meldungen aus Daressalam ist der Gesundheitszustand der Truppe befriedigend, die Regenzeit hat eingesetzt und die Bewegungen sind erschwert. Die englischen Streitkräfte haben sich auf ihre Stellungen an der Grenze zurückgezogen, wo sie Verstärkungen abwarten. [172, 382, 326, 413]
weather-value: + 0,98 m [478, 219, 492, 224]
weather-label: 7. Dezember [338, 222, 358, 227]
literature-title: Literarisches [66, 386, 104, 392]
column-divider [332, 382, 333, 704]
article-text: Wie am 17. Juli von der Schutztruppe gemeldet wurde, haben wir im Norden des Viktoria-Sees einen Sieg über die Engländer davongetragen. Die feindlichen Truppen, welche versuchten, in die Kolonie einzudringen, wurden unter schweren Verlusten zurückgeschlagen. Über die Lage in den übrigen Teilen des Schutzgebietes liegen keine neuen Nachrichten vor. Die Verbindung mit der Heimat ist nur auf Umwegen möglich, jedoch ist die Versorgung der Truppe mit Lebensmitteln und Munition gesichert. Die Eingeborenen verhalten sich ruhig und unterstützen die deutschen Abteilungen bereitwillig. In den Kämpfen bei Bukoba und am Kagera-Fluss zeichneten sich mehrere Kompagnien besonders aus; ihre Führer wurden zur Auszeichnung vorgeschlagen. Nach Meldungen aus Daressalam ist der Gesundheitszustand der Truppe befriedigend, die Regenzeit hat eingesetzt und die Bewegungen sind erschwert. Die englischen Streitkräfte haben sich auf ihre Stellungen an der Grenze zurückgezogen, wo sie Verstärkungen abwarten. [338, 12, 492, 43]
calendar-date: 6. Dezember [405, 150, 425, 155]
weather-value: + 0,84 m [478, 226, 492, 231]
lower-column-3 [338, 382, 492, 599]
weather-value: + 0,97 m [478, 222, 492, 227]
article-text: Wie am 17. Juli von der Schutztruppe gemeldet wurde, haben wir im Norden des Viktoria-Sees einen Sieg über die Engländer davongetragen. Die feindlichen Truppen, welche versuchten, in die Kolonie einzudringen, wurden unter schweren Verlusten zurückgeschlagen. Über die Lage in den übrigen Teilen des Schutzgebietes liegen keine neuen Nachrichten vor. Die Verbindung mit der Heimat ist nur auf Umwegen möglich, jedoch ist die Versorgung der Truppe mit Lebensmitteln und Munition gesichert. Die Eingeborenen verhalten sich ruhig und unterstützen die deutschen Abteilungen bereitwillig. In den Kämpfen bei Bukoba und am Kagera-Fluss zeichneten sich mehrere Kompagnien besonders aus; ihre Führer wurden zur Auszeichnung vorgeschlagen. Nach Meldungen aus Daressalam ist der Gesundheitszustand der Truppe befriedigend, die Regenzeit hat eingesetzt und die Bewegungen sind erschwert. Die englischen Streitkräfte haben sich auf ihre Stellungen an der Grenze zurückgezogen, wo sie Verstärkungen abwarten. [172, 143, 326, 175]
page-number: 2158 [243, 5, 259, 12]
notice-box-line: Das Sekretariat des Ministerialabteilung für Wasserwege. [368, 200, 462, 205]
